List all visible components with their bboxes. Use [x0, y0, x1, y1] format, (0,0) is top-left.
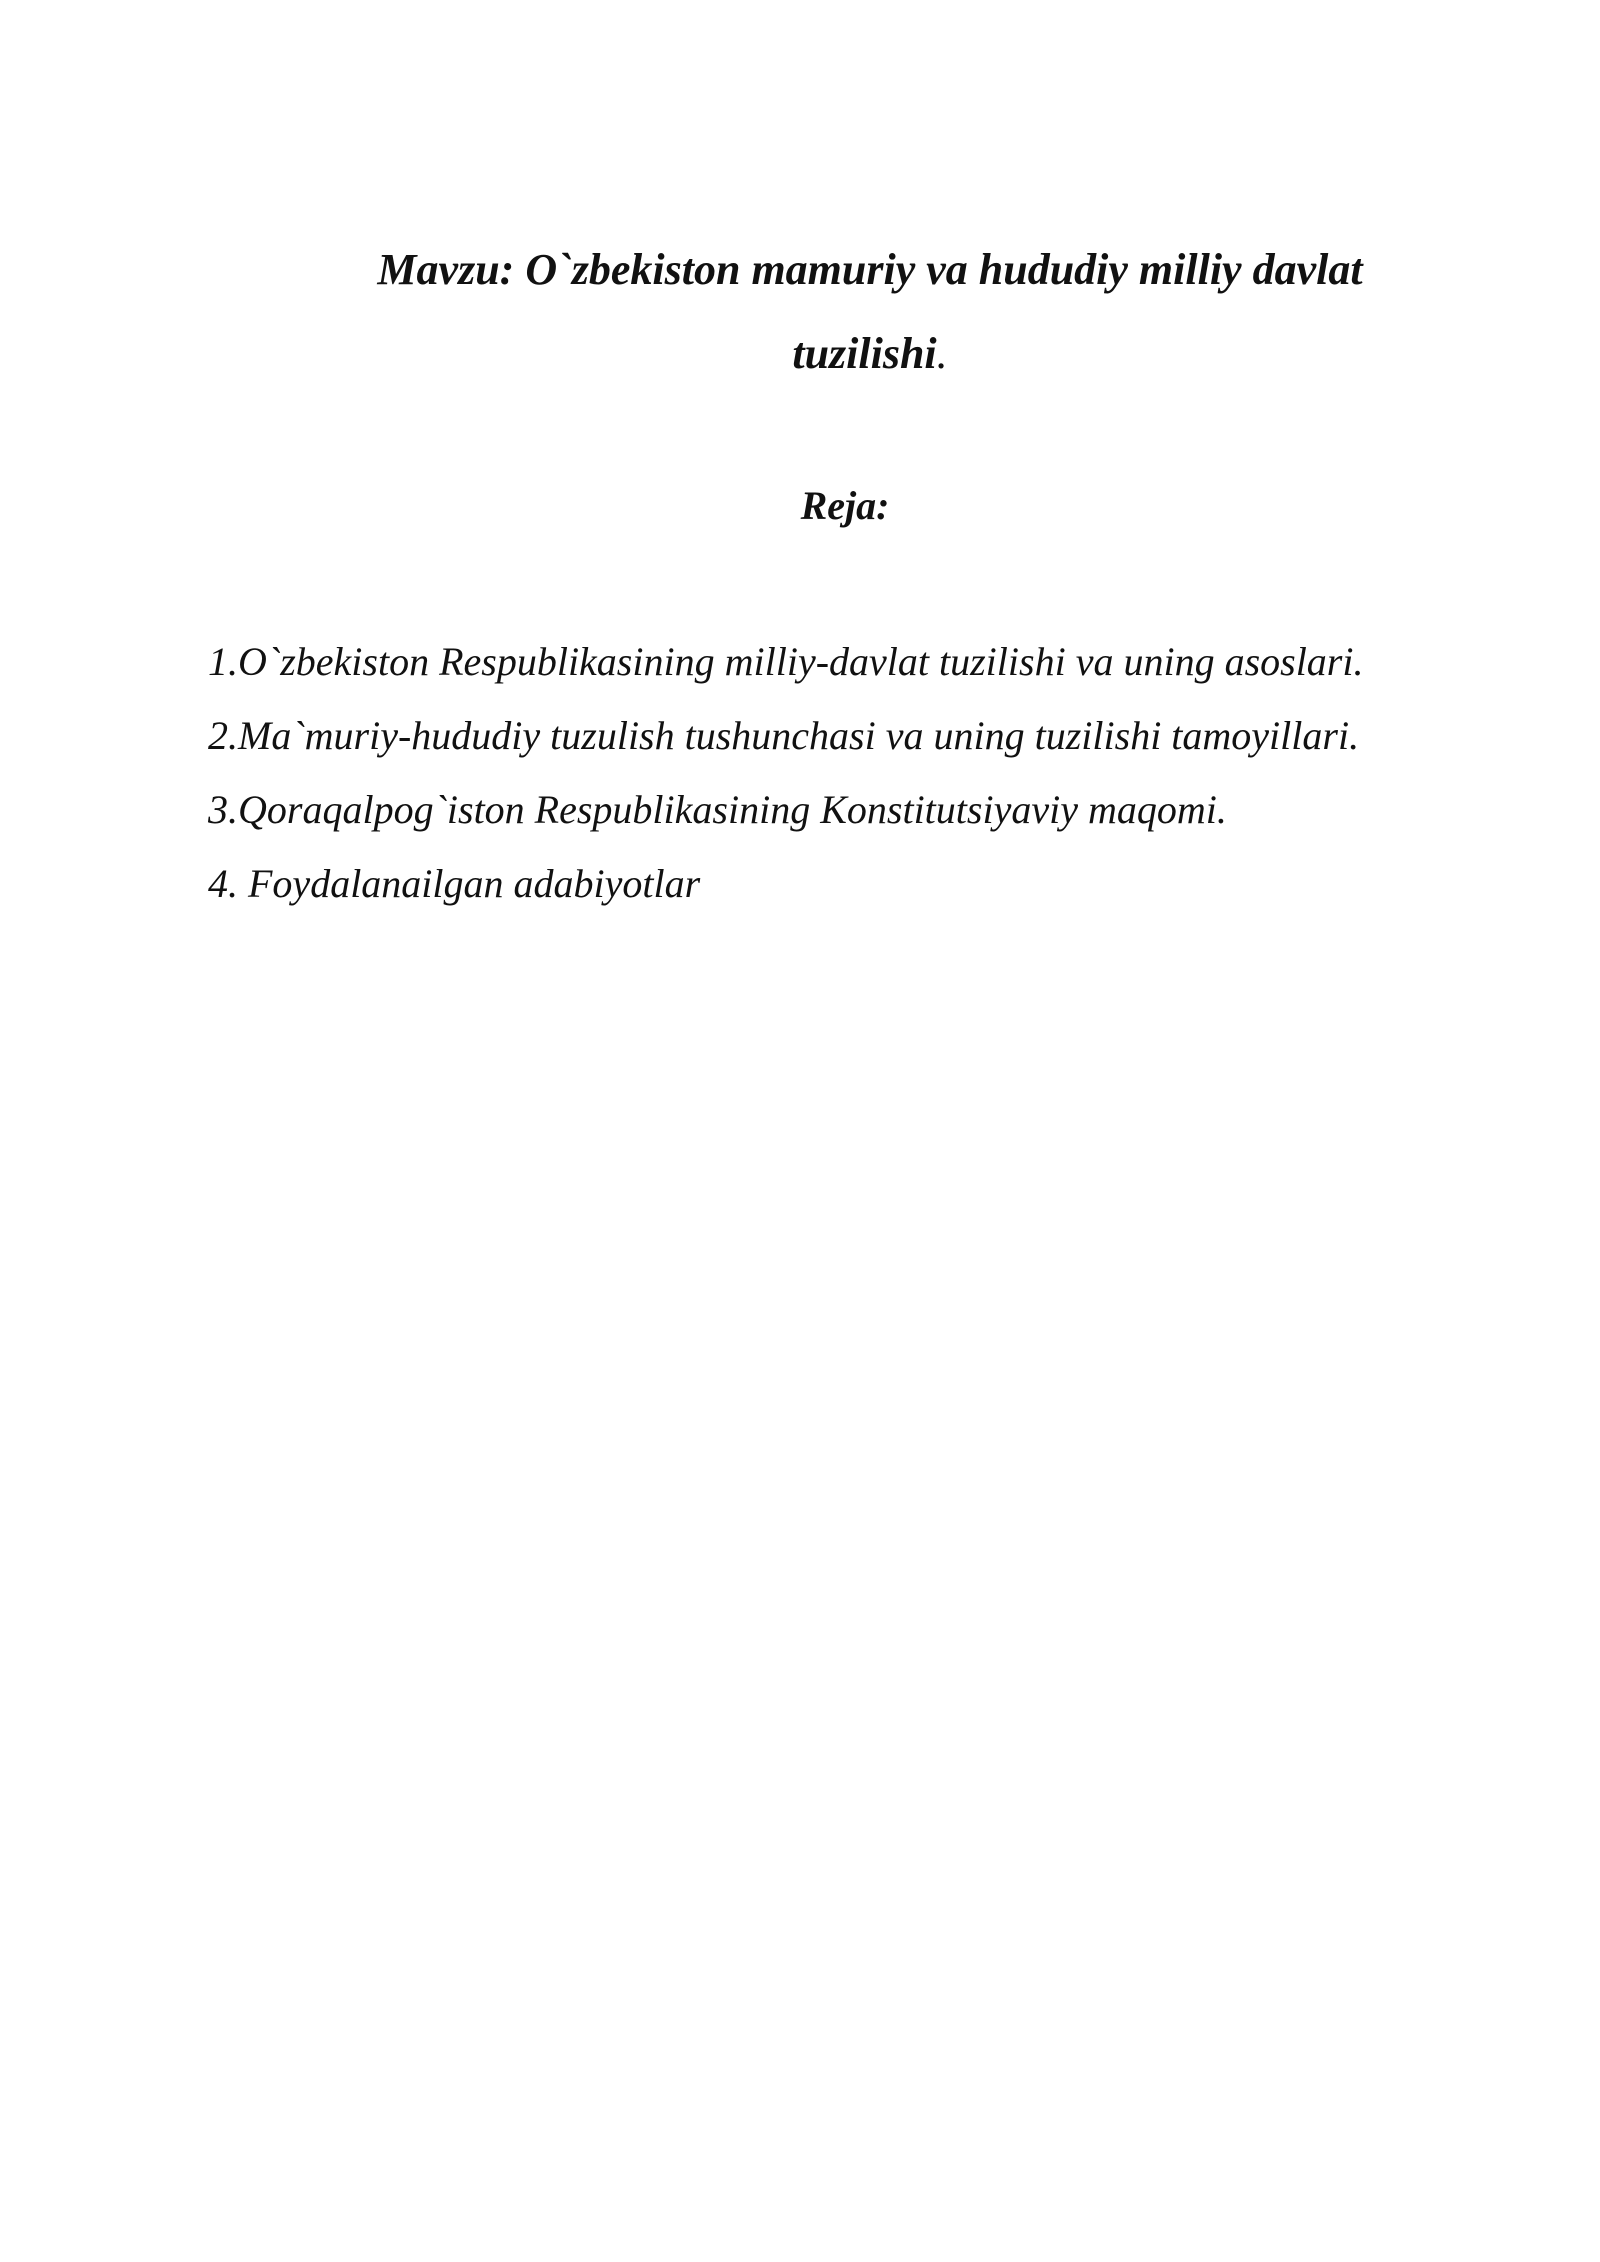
- document-title-tail: .: [936, 329, 948, 378]
- plan-item-2: 2.Ma`muriy-hududiy tuzulish tushunchasi va uning tuzilishi tamoyillari.: [208, 713, 1360, 758]
- plan-item-4: 4. Foydalanailgan adabiyotlar: [208, 861, 701, 906]
- plan-item-1: 1.O`zbekiston Respublikasining milliy-davlat tuzilishi va uning asoslari.: [208, 639, 1364, 684]
- document-title: [300, 228, 1440, 396]
- document-title-main: Mavzu: O`zbekiston mamuriy va hududiy milliy davlat tuzilishi: [377, 245, 1363, 378]
- plan-heading: Reja:: [800, 483, 890, 528]
- plan-list: [208, 625, 1508, 921]
- plan-item-3: 3.Qoraqalpog`iston Respublikasining Konstitutsiyaviy maqomi.: [208, 787, 1227, 832]
